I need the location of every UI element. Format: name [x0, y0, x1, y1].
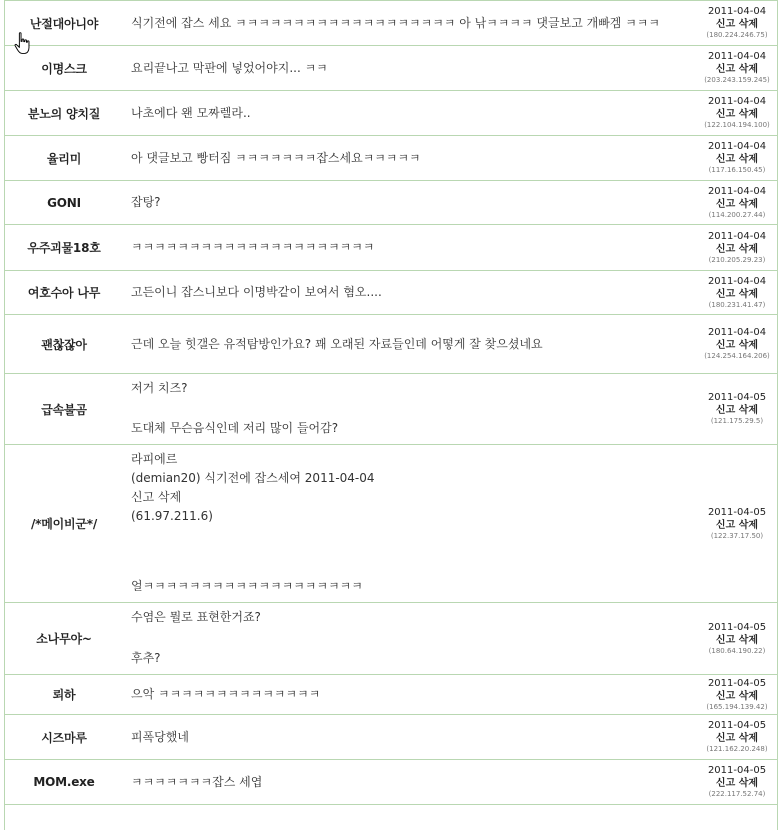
comment-actions	[716, 690, 758, 703]
report-button[interactable]: 신고	[715, 519, 736, 531]
delete-button[interactable]: 삭제	[738, 64, 759, 75]
comment-line: 신고 삭제	[131, 490, 182, 504]
comment-row	[5, 374, 777, 445]
report-button[interactable]: 신고	[715, 154, 736, 165]
comment-line: 식기전에 잡스 세요 ㅋㅋㅋㅋㅋㅋㅋㅋㅋㅋㅋㅋㅋㅋㅋㅋㅋㅋㅋ 아 낚ㅋㅋㅋㅋ 댓글보고 개빠겜 ㅋㅋㅋ	[131, 15, 660, 30]
comment-nickname[interactable]: 분노의 양치질	[27, 106, 101, 121]
comment-ip: (180.224.246.75)	[706, 31, 768, 39]
comment-ip: (117.16.150.45)	[708, 166, 766, 174]
comment-actions	[716, 777, 758, 790]
comment-text	[123, 91, 697, 135]
delete-button[interactable]: 삭제	[738, 340, 759, 351]
comment-meta	[697, 181, 777, 224]
comment-text	[123, 675, 697, 714]
comment-text	[123, 715, 697, 759]
comment-meta	[697, 91, 777, 135]
comment-nickname[interactable]: 이명스크	[41, 61, 87, 76]
delete-button[interactable]: 삭제	[738, 519, 759, 531]
comment-row	[5, 0, 777, 46]
delete-button[interactable]: 삭제	[738, 198, 759, 210]
comment-nickname[interactable]: 여호수아 나무	[27, 286, 101, 300]
comment-actions	[716, 288, 758, 301]
comment-row	[5, 445, 777, 603]
comment-text	[123, 445, 697, 602]
comment-actions	[716, 339, 758, 352]
comment-meta	[697, 46, 777, 90]
comment-text	[123, 225, 697, 270]
comment-actions	[716, 18, 758, 31]
comment-ip: (165.194.139.42)	[706, 702, 768, 711]
comment-row	[5, 715, 777, 760]
comment-row	[5, 91, 777, 136]
comment-text	[123, 181, 697, 224]
comment-ip: (210.205.29.23)	[708, 255, 766, 264]
comment-nickname[interactable]: 시즈마루	[41, 730, 87, 745]
comment-ip: (121.162.20.248)	[706, 745, 768, 753]
comment-row	[5, 46, 777, 91]
comment-date: 2011-04-04	[707, 96, 767, 107]
comment-meta	[697, 445, 777, 602]
comment-row	[5, 315, 777, 374]
comment-nickname[interactable]: 급속불곰	[41, 402, 87, 417]
comment-nickname[interactable]: 율리미	[46, 151, 82, 166]
comment-line: 라피에르	[131, 452, 178, 466]
comment-row	[5, 271, 777, 315]
comment-line: 아 댓글보고 빵터짐 ㅋㅋㅋㅋㅋㅋㅋ잡스세요ㅋㅋㅋㅋㅋ	[131, 150, 421, 165]
comment-line: (61.97.211.6)	[131, 509, 213, 523]
comment-line: 얼ㅋㅋㅋㅋㅋㅋㅋㅋㅋㅋㅋㅋㅋㅋㅋㅋㅋㅋㅋ	[131, 579, 363, 593]
comment-line: 요리끝나고 막판에 넣었어야지... ㅋㅋ	[131, 60, 328, 75]
delete-button[interactable]: 삭제	[738, 733, 759, 744]
delete-button[interactable]: 삭제	[738, 405, 759, 416]
comment-ip: (121.175.29.5)	[710, 417, 764, 425]
comment-date: 2011-04-05	[707, 720, 767, 731]
comment-meta	[697, 271, 777, 314]
report-button[interactable]: 신고	[715, 64, 736, 75]
report-button[interactable]: 신고	[715, 243, 736, 255]
comment-nickname[interactable]: 괜찮잖아	[41, 337, 87, 352]
comment-nickname[interactable]: /*메이비군*/	[30, 517, 98, 531]
comment-nickname[interactable]: 우주괴물18호	[27, 241, 101, 255]
comment-actions	[716, 108, 758, 121]
report-button[interactable]: 신고	[715, 634, 736, 646]
report-button[interactable]: 신고	[715, 198, 736, 210]
report-button[interactable]: 신고	[715, 405, 736, 416]
comment-meta	[697, 675, 777, 714]
comment-line: 저거 치즈?	[131, 381, 188, 395]
comment-text	[123, 760, 697, 804]
comment-text	[123, 46, 697, 90]
delete-button[interactable]: 삭제	[738, 109, 759, 120]
quoted-comment	[131, 450, 697, 526]
comment-line: 수염은 뭘로 표현한거죠?	[131, 610, 261, 624]
comment-ip: (180.231.41.47)	[708, 300, 766, 309]
comment-line: ㅋㅋㅋㅋㅋㅋㅋㅋㅋㅋㅋㅋㅋㅋㅋㅋㅋㅋㅋㅋㅋ	[131, 240, 375, 254]
comment-ip: (203.243.159.245)	[704, 76, 770, 84]
comment-row	[5, 675, 777, 715]
comment-line: 으악 ㅋㅋㅋㅋㅋㅋㅋㅋㅋㅋㅋㅋㅋㅋ	[131, 687, 321, 701]
delete-button[interactable]: 삭제	[738, 243, 759, 255]
comment-nickname[interactable]: MOM.exe	[33, 775, 95, 789]
comment-date: 2011-04-05	[707, 506, 767, 518]
report-button[interactable]: 신고	[715, 733, 736, 744]
comment-line: (demian20) 식기전에 잡스세여 2011-04-04	[131, 471, 375, 485]
comment-nickname[interactable]: GONI	[47, 195, 81, 210]
comment-actions	[716, 519, 758, 532]
comment-actions	[716, 153, 758, 166]
report-button[interactable]: 신고	[715, 288, 736, 300]
comment-nickname[interactable]: 소나무야~	[36, 632, 92, 646]
comment-meta	[697, 225, 777, 270]
delete-button[interactable]: 삭제	[738, 690, 759, 702]
comment-meta	[697, 1, 777, 45]
comment-actions	[716, 243, 758, 256]
comment-row	[5, 181, 777, 225]
comment-ip: (180.64.190.22)	[708, 646, 766, 655]
comment-ip: (222.117.52.74)	[708, 790, 766, 798]
comment-meta	[697, 715, 777, 759]
comment-line: 후추?	[131, 651, 161, 665]
comment-actions	[716, 63, 758, 76]
comment-row	[5, 760, 777, 805]
comment-line: 나초에다 왠 모짜렐라..	[131, 105, 251, 120]
delete-button[interactable]: 삭제	[738, 19, 759, 30]
comment-text	[123, 1, 697, 45]
report-button[interactable]: 신고	[715, 778, 736, 789]
comment-line: 근데 오늘 힛갤은 유적탐방인가요? 꽤 오래된 자료들인데 어떻게 잘 찾으셨네요	[131, 336, 543, 351]
comment-text	[123, 374, 697, 444]
delete-button[interactable]: 삭제	[738, 634, 759, 646]
comment-text	[123, 136, 697, 180]
comment-line: ㅋㅋㅋㅋㅋㅋㅋ잡스 세엽	[131, 774, 263, 789]
report-button[interactable]: 신고	[715, 690, 736, 702]
comment-actions	[716, 404, 758, 417]
comment-list	[4, 0, 778, 830]
comment-date: 2011-04-04	[707, 51, 767, 62]
comment-meta	[697, 603, 777, 674]
comment-meta	[697, 136, 777, 180]
hand-pointer-icon	[14, 32, 31, 55]
comment-row	[5, 225, 777, 271]
report-button[interactable]: 신고	[715, 109, 736, 120]
report-button[interactable]: 신고	[715, 19, 736, 30]
comment-text	[123, 603, 697, 674]
comment-row	[5, 603, 777, 675]
comment-nickname[interactable]: 뢰하	[52, 688, 76, 702]
comment-date: 2011-04-04	[707, 275, 767, 287]
comment-date: 2011-04-05	[707, 677, 767, 689]
comment-meta	[697, 315, 777, 373]
comment-date: 2011-04-04	[707, 185, 767, 197]
comment-date: 2011-04-05	[707, 765, 767, 776]
delete-button[interactable]: 삭제	[738, 154, 759, 165]
comment-line: 잡탕?	[131, 195, 161, 209]
report-button[interactable]: 신고	[715, 340, 736, 351]
comment-ip: (122.104.194.100)	[704, 121, 770, 129]
comment-meta	[697, 760, 777, 804]
comment-date: 2011-04-04	[707, 327, 767, 338]
comment-line: 도대체 무슨음식인데 저리 많이 들어감?	[131, 421, 339, 435]
comment-line: 고든이니 잡스니보다 이명박같이 보여서 혐오....	[131, 285, 382, 299]
comment-text	[123, 271, 697, 314]
comment-text	[123, 315, 697, 373]
comment-ip: (114.200.27.44)	[708, 210, 766, 219]
delete-button[interactable]: 삭제	[738, 778, 759, 789]
comment-ip: (124.254.164.206)	[704, 352, 770, 360]
comment-date: 2011-04-05	[707, 621, 767, 633]
delete-button[interactable]: 삭제	[738, 288, 759, 300]
comment-actions	[716, 198, 758, 211]
comment-ip: (122.37.17.50)	[710, 531, 764, 540]
comment-actions	[716, 634, 758, 647]
comment-date: 2011-04-04	[707, 230, 767, 242]
comment-actions	[716, 732, 758, 745]
comment-meta	[697, 374, 777, 444]
comment-row	[5, 136, 777, 181]
comment-date: 2011-04-04	[707, 141, 767, 152]
comment-nickname[interactable]: 난절대아니야	[29, 16, 99, 31]
comment-date: 2011-04-04	[707, 6, 767, 17]
comment-date: 2011-04-05	[707, 392, 767, 403]
comment-line: 피폭당했네	[131, 729, 189, 744]
